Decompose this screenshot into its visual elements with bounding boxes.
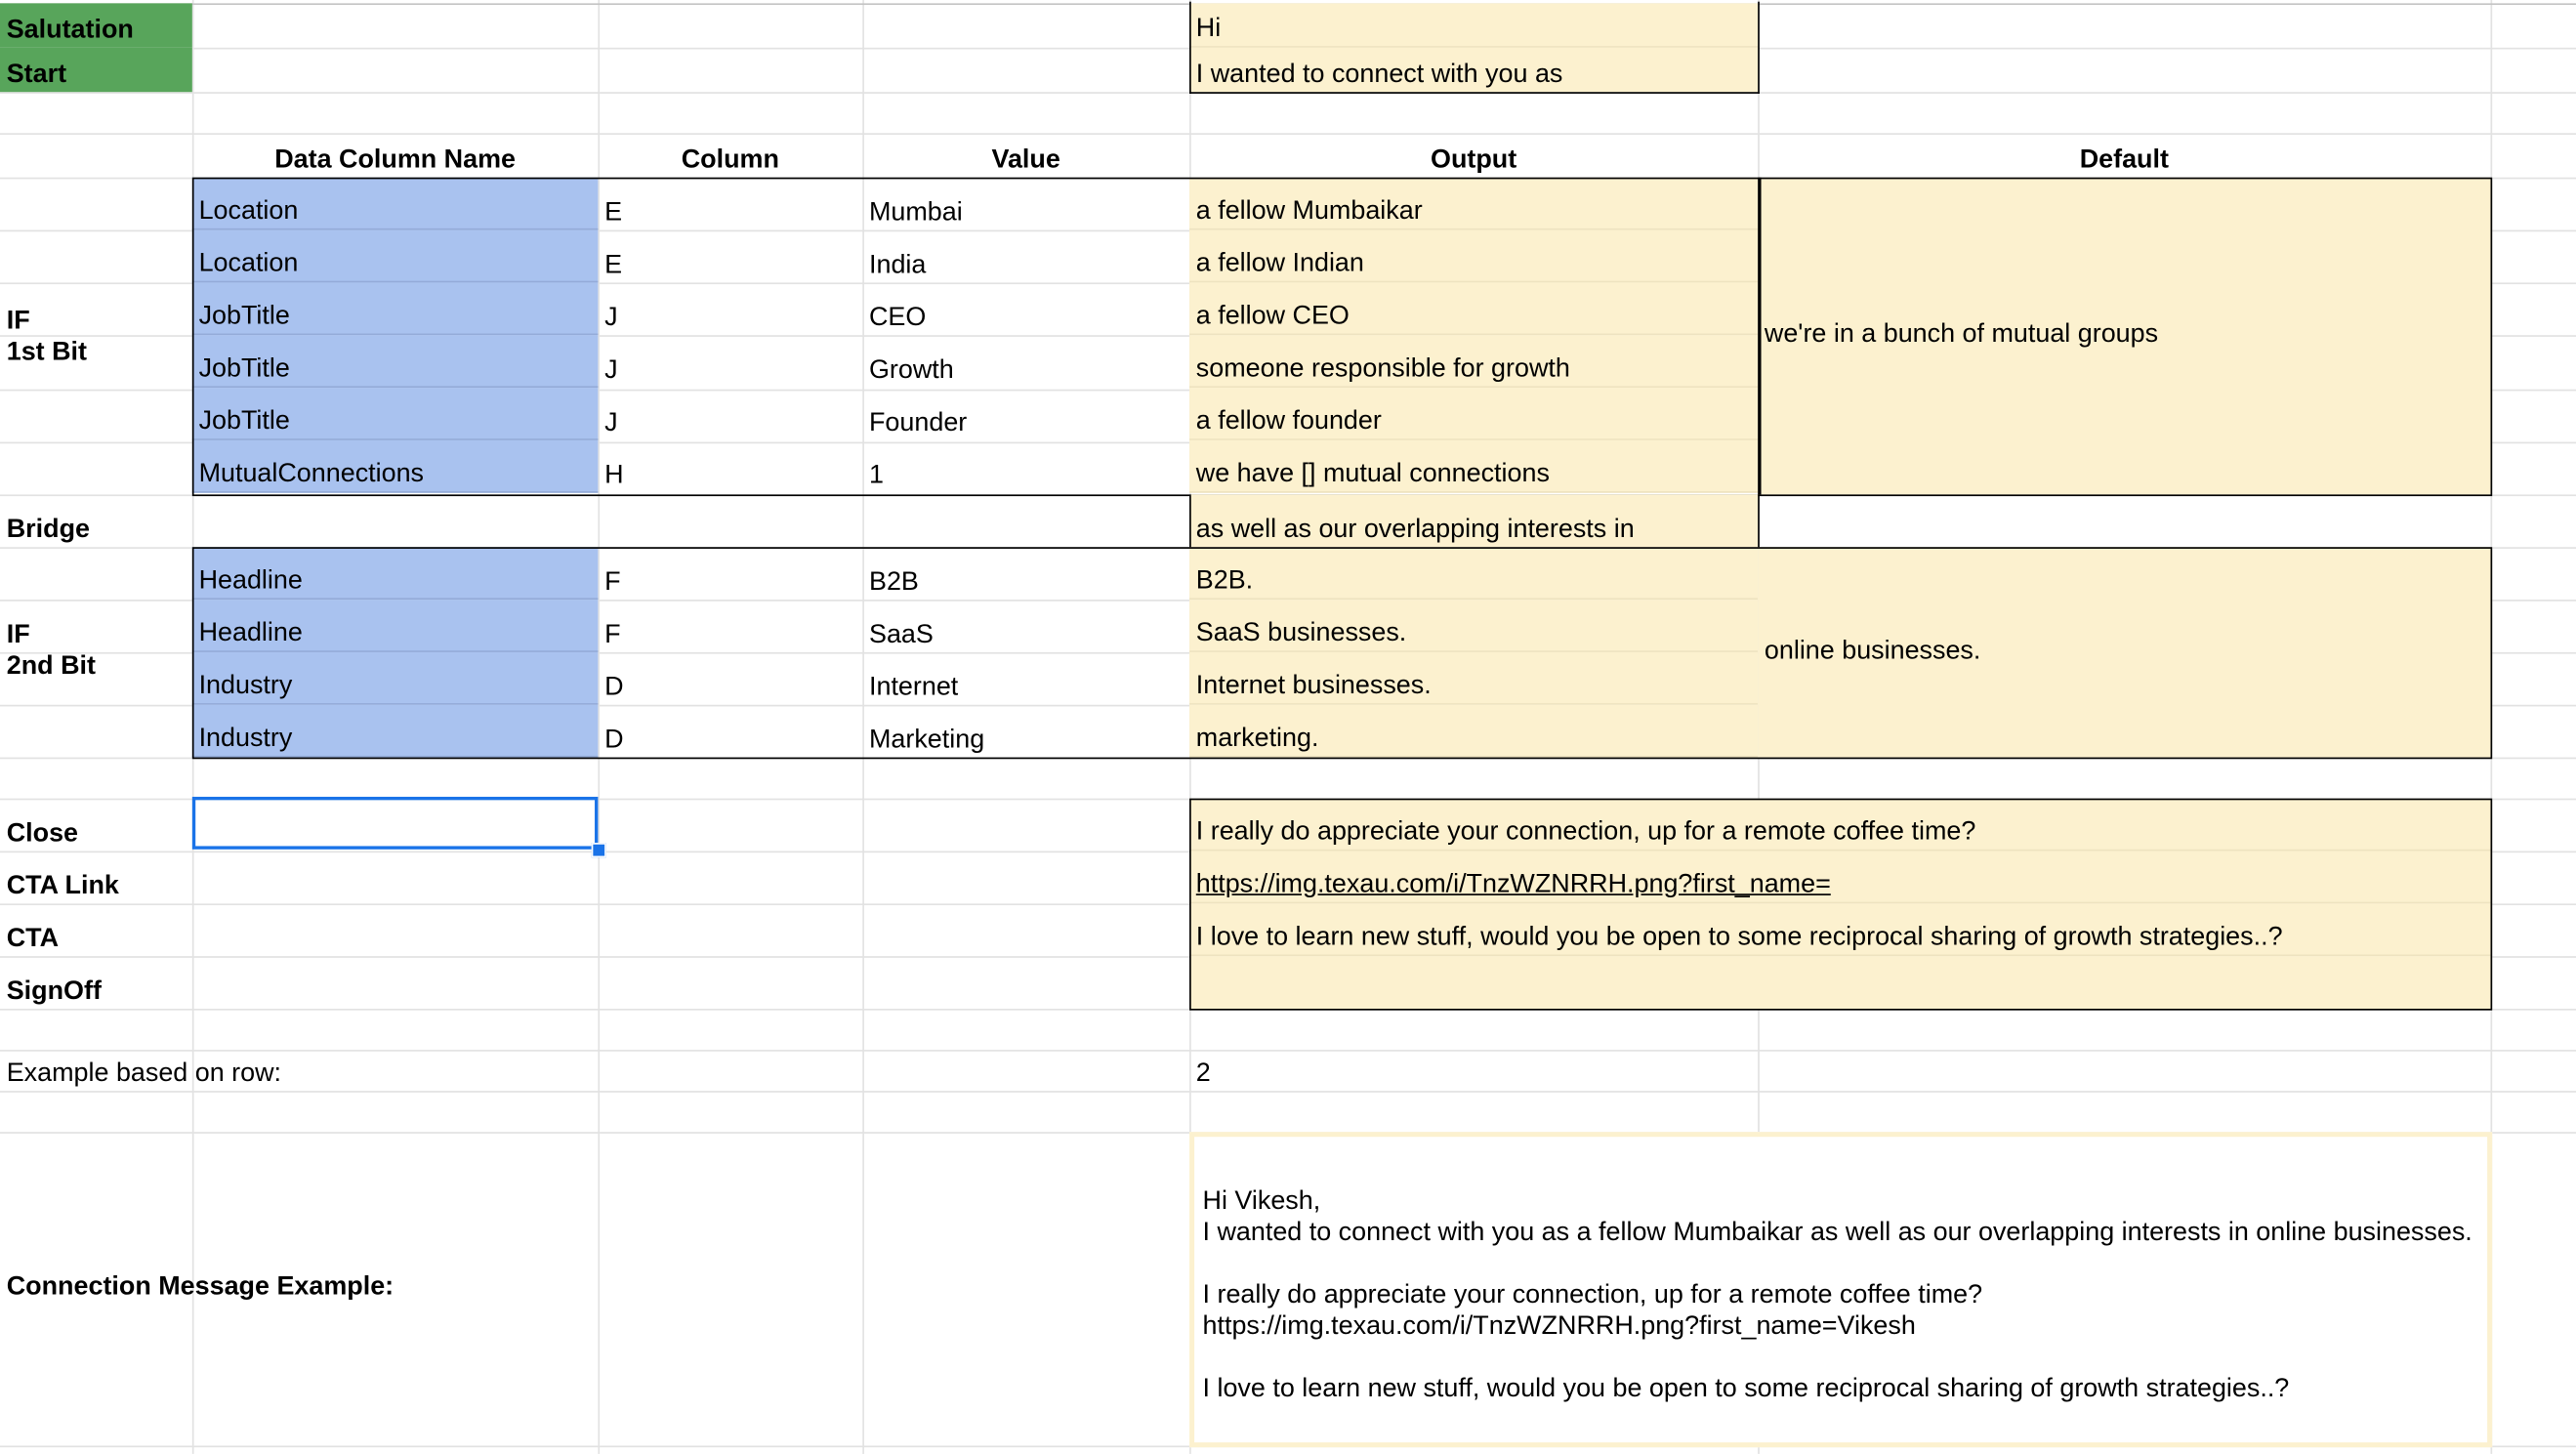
column-cell[interactable]: J xyxy=(604,304,618,332)
fill-handle[interactable] xyxy=(592,843,606,857)
value-cell[interactable]: Growth xyxy=(868,356,954,385)
output-cell[interactable]: a fellow CEO xyxy=(1189,282,1758,335)
first-bit-label-name: 1st Bit xyxy=(6,338,88,367)
bridge-output[interactable]: as well as our overlapping interests in xyxy=(1189,494,1758,547)
start-output[interactable]: I wanted to connect with you as xyxy=(1189,48,1758,92)
column-cell[interactable]: E xyxy=(604,251,623,280)
data-column-name-cell[interactable]: MutualConnections xyxy=(192,440,599,493)
column-cell[interactable]: D xyxy=(604,726,624,755)
row-gridline xyxy=(0,1091,2576,1093)
data-column-name-cell[interactable]: Location xyxy=(192,178,599,230)
output-cell[interactable]: we have [] mutual connections xyxy=(1189,440,1758,493)
output-cell[interactable]: a fellow Mumbaikar xyxy=(1189,178,1758,230)
value-cell[interactable]: 1 xyxy=(868,461,884,490)
close-output[interactable]: I really do appreciate your connection, up for a remote coffee time? xyxy=(1189,799,2490,852)
value-cell[interactable]: India xyxy=(868,251,927,280)
value-cell[interactable]: CEO xyxy=(868,304,927,332)
header-output[interactable]: Output xyxy=(1431,145,1517,175)
second-bit-label-name: 2nd Bit xyxy=(6,651,96,681)
value-cell[interactable]: Internet xyxy=(868,673,959,702)
header-default[interactable]: Default xyxy=(2079,145,2169,175)
row-gridline xyxy=(0,1009,2576,1011)
connection-message[interactable]: Hi Vikesh, I wanted to connect with you as a fellow Mumbaikar as well as our overlapping interests in online businesses. I really do appreciate your connection, up for a remote coffee time? https://img.texau.com/i/TnzWZNRRH.png?first_name=Vikesh I love to learn new stuff, would you be open to some reciprocal sharing of growth strategies..? xyxy=(1189,1132,2492,1447)
signoff-output[interactable] xyxy=(1189,956,2490,1009)
output-cell[interactable]: a fellow founder xyxy=(1189,388,1758,440)
data-column-name-cell[interactable]: JobTitle xyxy=(192,335,599,388)
column-cell[interactable]: H xyxy=(604,461,624,490)
signoff-label[interactable]: SignOff xyxy=(6,977,102,1006)
cta-output[interactable]: I love to learn new stuff, would you be open to some reciprocal sharing of growth strategies..? xyxy=(1189,903,2490,956)
selected-cell[interactable] xyxy=(192,797,599,850)
column-cell[interactable]: F xyxy=(604,620,621,649)
data-column-name-cell[interactable]: Headline xyxy=(192,600,599,652)
output-cell[interactable]: B2B. xyxy=(1189,547,1758,600)
row-gridline xyxy=(0,92,2576,94)
second-bit-default[interactable]: online businesses. xyxy=(1758,547,2490,757)
first-bit-label-if: IF xyxy=(6,307,30,336)
first-bit-default[interactable]: we're in a bunch of mutual groups xyxy=(1758,178,2490,495)
cta-label[interactable]: CTA xyxy=(6,925,60,953)
column-cell[interactable]: D xyxy=(604,673,624,702)
data-column-name-cell[interactable]: Industry xyxy=(192,652,599,705)
header-column[interactable]: Column xyxy=(681,145,779,175)
output-cell[interactable]: marketing. xyxy=(1189,705,1758,758)
output-cell[interactable]: SaaS businesses. xyxy=(1189,600,1758,652)
salutation-output[interactable]: Hi xyxy=(1189,3,1758,47)
header-value[interactable]: Value xyxy=(991,145,1060,175)
second-bit-label-if: IF xyxy=(6,620,30,649)
cta-link-output[interactable] xyxy=(1189,851,2490,903)
cta-link[interactable]: https://img.texau.com/i/TnzWZNRRH.png?first_name= xyxy=(1195,870,1831,899)
value-cell[interactable]: Mumbai xyxy=(868,198,963,228)
example-row-value[interactable]: 2 xyxy=(1195,1059,1211,1088)
second-bit-label[interactable] xyxy=(0,547,192,757)
salutation-label[interactable]: Salutation xyxy=(0,3,192,47)
data-column-name-cell[interactable]: JobTitle xyxy=(192,282,599,335)
header-data-column-name[interactable]: Data Column Name xyxy=(274,145,517,175)
connection-label[interactable]: Connection Message Example: xyxy=(6,1272,395,1302)
column-cell[interactable]: J xyxy=(604,356,618,385)
output-cell[interactable]: a fellow Indian xyxy=(1189,230,1758,283)
output-cell[interactable]: Internet businesses. xyxy=(1189,652,1758,705)
data-column-name-cell[interactable]: Industry xyxy=(192,705,599,758)
data-column-name-cell[interactable]: JobTitle xyxy=(192,388,599,440)
value-cell[interactable]: Marketing xyxy=(868,726,985,755)
bridge-label[interactable]: Bridge xyxy=(6,516,90,544)
column-cell[interactable]: E xyxy=(604,198,623,228)
row-gridline xyxy=(0,758,2576,760)
cta-link-label[interactable]: CTA Link xyxy=(6,872,119,900)
close-label[interactable]: Close xyxy=(6,819,79,849)
column-cell[interactable]: J xyxy=(604,408,618,437)
start-label[interactable]: Start xyxy=(0,48,192,92)
data-column-name-cell[interactable]: Location xyxy=(192,230,599,283)
value-cell[interactable]: Founder xyxy=(868,408,968,437)
example-label[interactable]: Example based on row: xyxy=(6,1059,282,1088)
output-cell[interactable]: someone responsible for growth xyxy=(1189,335,1758,388)
column-cell[interactable]: F xyxy=(604,568,621,597)
first-bit-label[interactable] xyxy=(0,178,192,495)
data-column-name-cell[interactable]: Headline xyxy=(192,547,599,600)
value-cell[interactable]: B2B xyxy=(868,568,919,597)
value-cell[interactable]: SaaS xyxy=(868,620,934,649)
